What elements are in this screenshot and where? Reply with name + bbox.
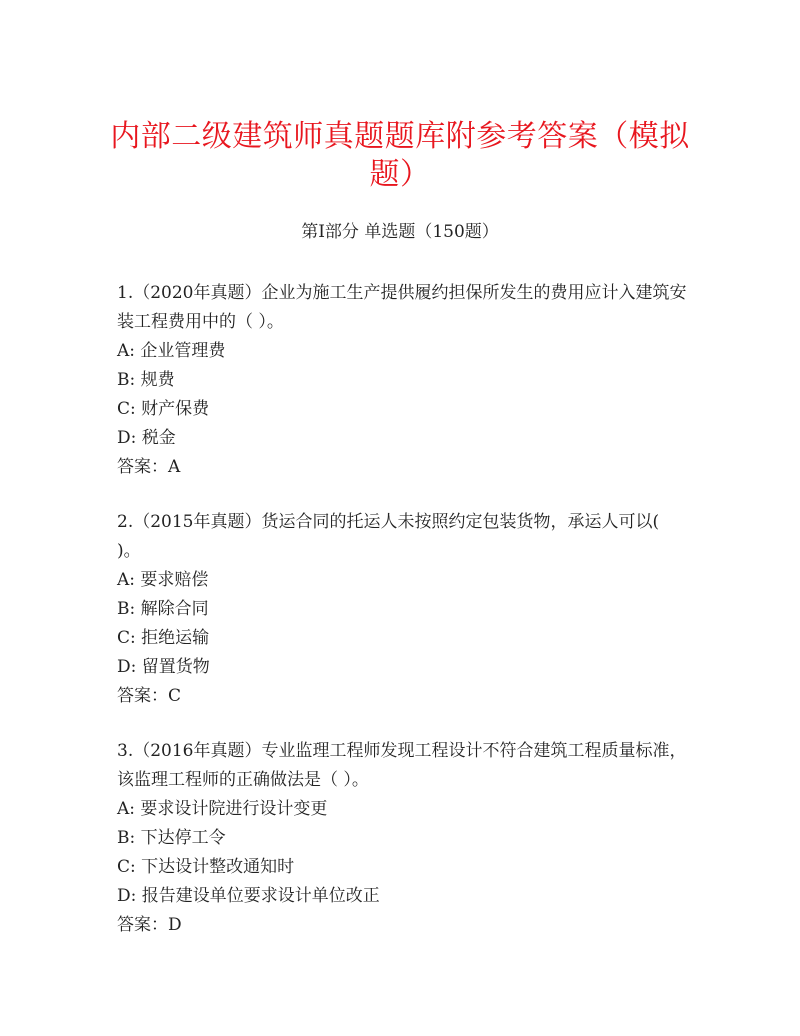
question-2 bbox=[117, 508, 687, 711]
question-stem: 1.（2020年真题）企业为施工生产提供履约担保所发生的费用应计入建筑安装工程费用中的（ ）。 bbox=[117, 283, 687, 332]
answer: 答案：D bbox=[117, 915, 182, 935]
answer: 答案：A bbox=[117, 457, 181, 477]
option-d: D: 留置货物 bbox=[117, 657, 210, 677]
option-b: B: 解除合同 bbox=[117, 599, 209, 619]
option-b: B: 规费 bbox=[117, 370, 175, 390]
option-d: D: 报告建设单位要求设计单位改正 bbox=[117, 886, 380, 906]
option-c: C: 下达设计整改通知时 bbox=[117, 857, 295, 877]
option-d: D: 税金 bbox=[117, 428, 176, 448]
question-1 bbox=[117, 279, 687, 482]
option-b: B: 下达停工令 bbox=[117, 828, 226, 848]
question-stem: 2.（2015年真题）货运合同的托运人未按照约定包装货物，承运人可以( )。 bbox=[117, 512, 660, 561]
option-a: A: 要求设计院进行设计变更 bbox=[117, 799, 328, 819]
question-stem: 3.（2016年真题）专业监理工程师发现工程设计不符合建筑工程质量标准，该监理工程师的正确做法是（ ）。 bbox=[117, 741, 687, 790]
question-3 bbox=[117, 737, 687, 940]
option-a: A: 企业管理费 bbox=[117, 341, 226, 361]
answer: 答案：C bbox=[117, 686, 182, 706]
document-title: 内部二级建筑师真题题库附参考答案（模拟题） bbox=[110, 119, 690, 192]
option-c: C: 财产保费 bbox=[117, 399, 210, 419]
option-c: C: 拒绝运输 bbox=[117, 628, 210, 648]
option-a: A: 要求赔偿 bbox=[117, 570, 209, 590]
section-heading: 第Ⅰ部分 单选题（150题） bbox=[301, 222, 499, 242]
